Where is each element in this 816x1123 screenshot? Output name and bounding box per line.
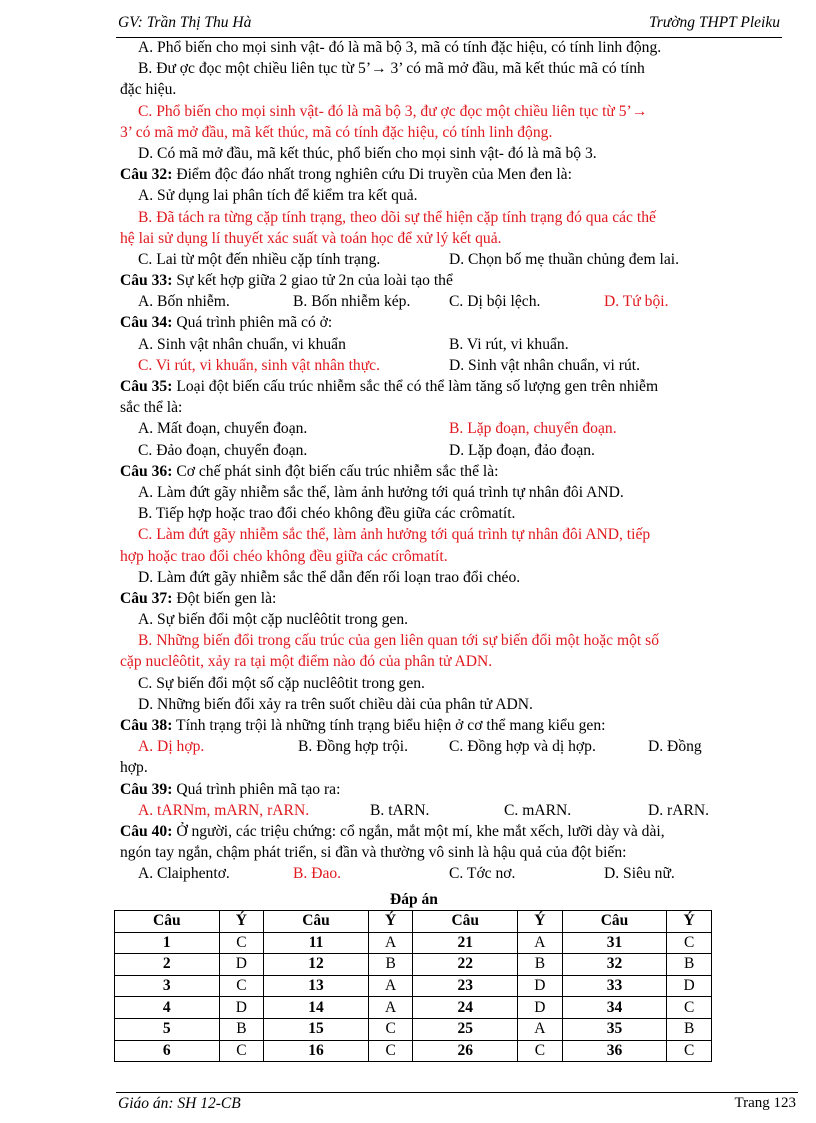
option-b: B. Tiếp hợp hoặc trao đổi chéo không đều giữa các crômatít. [138,505,516,523]
question-number-cell: 14 [264,997,369,1019]
option-b-correct: B. Lặp đoạn, chuyển đoạn. [449,420,617,438]
answer-cell: A [518,932,563,954]
options-row [120,355,738,376]
option-d: D. Sinh vật nhân chuẩn, vi rút. [449,356,640,374]
option-a: A. Phổ biến cho mọi sinh vật- đó là mã bộ 3, mã có tính đặc hiệu, có tính linh động. [138,39,662,56]
question-text: Tính trạng trội là những tính trạng biểu hiện ở cơ thể mang kiểu gen: [172,717,606,734]
option-d: D. Làm đứt gãy nhiễm sắc thể dẫn đến rối loạn trao đổi chéo. [138,568,521,586]
footer-lesson: Giáo án: SH 12-CB [118,1095,241,1112]
question-number-cell: 25 [413,1018,518,1040]
question-number-cell: 5 [115,1018,220,1040]
question-text: Quá trình phiên mã tạo ra: [172,780,341,798]
table-row [115,954,712,976]
option-b-correct: B. Đã tách ra từng cặp tính trạng, theo dõi sự thể hiện cặp tính trạng đó qua các thế [138,208,656,226]
question-33 [120,270,738,291]
header-question-number: Câu [115,911,220,933]
table-row [115,1040,712,1062]
answer-cell: C [667,932,712,954]
header-question-number: Câu [264,911,369,933]
question-number-cell: 26 [413,1040,518,1062]
option-c-correct: C. Vi rút, vi khuẩn, sinh vật nhân thực. [138,356,380,374]
option-c-cont: 3’ có mã mở đầu, mã kết thúc, mã có tính đặc hiệu, có tính linh động. [120,123,553,141]
header-answer: Ý [219,911,264,933]
question-text: Loại đột biến cấu trúc nhiễm sắc thể có thể làm tăng số lượng gen trên nhiễm [172,378,659,395]
options-row [120,249,738,270]
answer-cell: D [219,997,264,1019]
option-b-correct: B. Những biến đổi trong cấu trúc của gen liên quan tới sự biến đổi một hoặc một số [138,632,660,650]
question-label: Câu 40: [120,822,173,840]
options-row [120,863,738,884]
option-a: A. Sự biến đổi một cặp nuclêôtit trong gen. [138,611,409,629]
option-d-correct: D. Tứ bội. [604,293,669,311]
answer-key-title: Đáp án [390,891,438,908]
option-d-cont: hợp. [120,759,148,777]
option-c: C. Lai từ một đến nhiều cặp tính trạng. [138,250,381,268]
question-text: Sự kết hợp giữa 2 giao tử 2n của loài tạo thể [172,272,453,290]
question-number-cell: 23 [413,975,518,997]
answer-cell: C [219,932,264,954]
option-d: D. Có mã mở đầu, mã kết thúc, phổ biến cho mọi sinh vật- đó là mã bộ 3. [138,144,597,162]
option-c: C. Dị bội lệch. [449,293,541,311]
answer-key-table [114,910,712,1062]
table-row [115,932,712,954]
question-38 [120,715,738,736]
answer-cell: B [667,954,712,976]
answer-cell: C [219,1040,264,1062]
option-c: C. Sự biến đổi một số cặp nuclêôtit trong gen. [138,674,425,692]
question-number-cell: 31 [562,932,667,954]
answer-cell: B [368,954,413,976]
question-number-cell: 33 [562,975,667,997]
question-number-cell: 32 [562,954,667,976]
question-label: Câu 34: [120,314,173,332]
question-number-cell: 34 [562,997,667,1019]
footer-divider [116,1092,798,1093]
answer-cell: D [219,954,264,976]
answer-cell: D [667,975,712,997]
option-c-cont: hợp hoặc trao đổi chéo không đều giữa các crômatít. [120,547,448,565]
option-a: A. Mất đoạn, chuyển đoạn. [138,420,308,438]
answer-cell: C [219,975,264,997]
question-number-cell: 3 [115,975,220,997]
table-row [115,997,712,1019]
question-37 [120,588,738,609]
option-b: B. Bốn nhiễm kép. [293,293,411,311]
question-32 [120,164,738,185]
question-text: Ở người, các triệu chứng: cổ ngắn, mắt một mí, khe mắt xếch, lưỡi dày và dài, [172,822,665,840]
option-c: C. Tớc nơ. [449,865,516,883]
option-d: D. Siêu nữ. [604,865,675,883]
header-answer: Ý [368,911,413,933]
option-b-cont: cặp nuclêôtit, xảy ra tại một điểm nào đó của phân tử ADN. [120,653,493,671]
option-a-correct: A. Dị hợp. [138,738,205,756]
question-label: Câu 33: [120,272,173,290]
option-b: B. Vi rút, vi khuẩn. [449,335,569,353]
answer-key-header-row [115,911,712,933]
question-34 [120,312,738,333]
question-number-cell: 13 [264,975,369,997]
question-35 [120,376,738,397]
option-c: C. mARN. [504,801,572,819]
answer-cell: C [667,1040,712,1062]
question-label: Câu 36: [120,462,173,480]
options-row [120,736,738,757]
option-d: D. Lặp đoạn, đảo đoạn. [449,441,595,459]
options-row [120,334,738,355]
header-teacher: GV: Trần Thị Thu Hà [118,14,252,31]
question-text: Quá trình phiên mã có ở: [172,314,333,332]
option-c-correct: C. Phổ biến cho mọi sinh vật- đó là mã bộ 3, đư ợc đọc một chiều liên tục từ 5’→ [138,102,648,120]
answer-cell: A [368,932,413,954]
question-text-cont: ngón tay ngắn, chậm phát triển, si đần và thường vô sinh là hậu quả của đột biến: [120,844,627,862]
option-d: D. rARN. [648,801,710,819]
answer-cell: D [518,975,563,997]
question-39 [120,779,738,800]
header-question-number: Câu [413,911,518,933]
header-question-number: Câu [562,911,667,933]
option-d: D. Những biến đổi xảy ra trên suốt chiều dài của phân tử ADN. [138,695,533,713]
answer-cell: D [518,997,563,1019]
answer-key-body [115,911,712,1062]
options-row [120,440,738,461]
header-answer: Ý [518,911,563,933]
answer-cell: C [667,997,712,1019]
question-text: Đột biến gen là: [172,589,277,607]
options-row [120,800,738,821]
option-b: B. Đồng hợp trội. [298,738,409,756]
answer-cell: C [368,1040,413,1062]
question-label: Câu 32: [120,166,173,184]
header-answer: Ý [667,911,712,933]
answer-cell: C [368,1018,413,1040]
question-number-cell: 1 [115,932,220,954]
question-number-cell: 11 [264,932,369,954]
option-a: A. Làm đứt gãy nhiễm sắc thể, làm ảnh hưởng tới quá trình tự nhân đôi AND. [138,483,624,501]
table-row [115,1018,712,1040]
option-a: A. Bốn nhiễm. [138,293,230,311]
question-number-cell: 2 [115,954,220,976]
option-d: D. Đồng [648,738,702,756]
answer-cell: A [368,997,413,1019]
answer-cell: C [518,1040,563,1062]
question-text: Cơ chế phát sinh đột biến cấu trúc nhiễm sắc thể là: [172,462,499,480]
question-number-cell: 22 [413,954,518,976]
question-label: Câu 35: [120,378,173,395]
question-40 [120,821,738,842]
question-number-cell: 24 [413,997,518,1019]
question-number-cell: 36 [562,1040,667,1062]
question-number-cell: 15 [264,1018,369,1040]
answer-cell: A [368,975,413,997]
option-a: A. Sinh vật nhân chuẩn, vi khuẩn [138,335,346,353]
question-number-cell: 16 [264,1040,369,1062]
option-a: A. Claiphentơ. [138,865,230,883]
option-c-correct: C. Làm đứt gãy nhiễm sắc thể, làm ảnh hưởng tới quá trình tự nhân đôi AND, tiếp [138,526,651,544]
table-row [115,975,712,997]
header-school: Trường THPT Pleiku [649,14,780,31]
question-number-cell: 6 [115,1040,220,1062]
answer-cell: B [667,1018,712,1040]
question-number-cell: 35 [562,1018,667,1040]
question-text-cont: sắc thể là: [120,399,183,417]
option-b: B. Đư ợc đọc một chiều liên tục từ 5’→ 3’ có mã mở đầu, mã kết thúc mã có tính [138,60,645,78]
page-content [120,37,738,885]
question-number-cell: 4 [115,997,220,1019]
option-c: C. Đảo đoạn, chuyển đoạn. [138,441,308,459]
option-d: D. Chọn bố mẹ thuần chủng đem lai. [449,250,679,268]
option-a-correct: A. tARNm, mARN, rARN. [138,801,310,819]
question-number-cell: 21 [413,932,518,954]
option-b: B. tARN. [370,801,430,819]
question-label: Câu 38: [120,717,173,734]
question-number-cell: 12 [264,954,369,976]
footer-page-number: Trang 123 [734,1095,796,1111]
question-text: Điểm độc đáo nhất trong nghiên cứu Di truyền của Men đen là: [172,166,572,184]
option-a: A. Sử dụng lai phân tích để kiểm tra kết quả. [138,187,418,205]
option-b-correct: B. Đao. [293,865,342,883]
option-b-cont: hệ lai sử dụng lí thuyết xác suất và toán học để xử lý kết quả. [120,229,502,247]
options-row [120,291,738,312]
answer-cell: B [518,954,563,976]
option-c: C. Đồng hợp và dị hợp. [449,738,596,756]
question-label: Câu 37: [120,589,173,607]
question-label: Câu 39: [120,780,173,798]
answer-cell: A [518,1018,563,1040]
question-36 [120,461,738,482]
option-b-cont: đặc hiệu. [120,81,177,99]
options-row [120,418,738,439]
answer-cell: B [219,1018,264,1040]
